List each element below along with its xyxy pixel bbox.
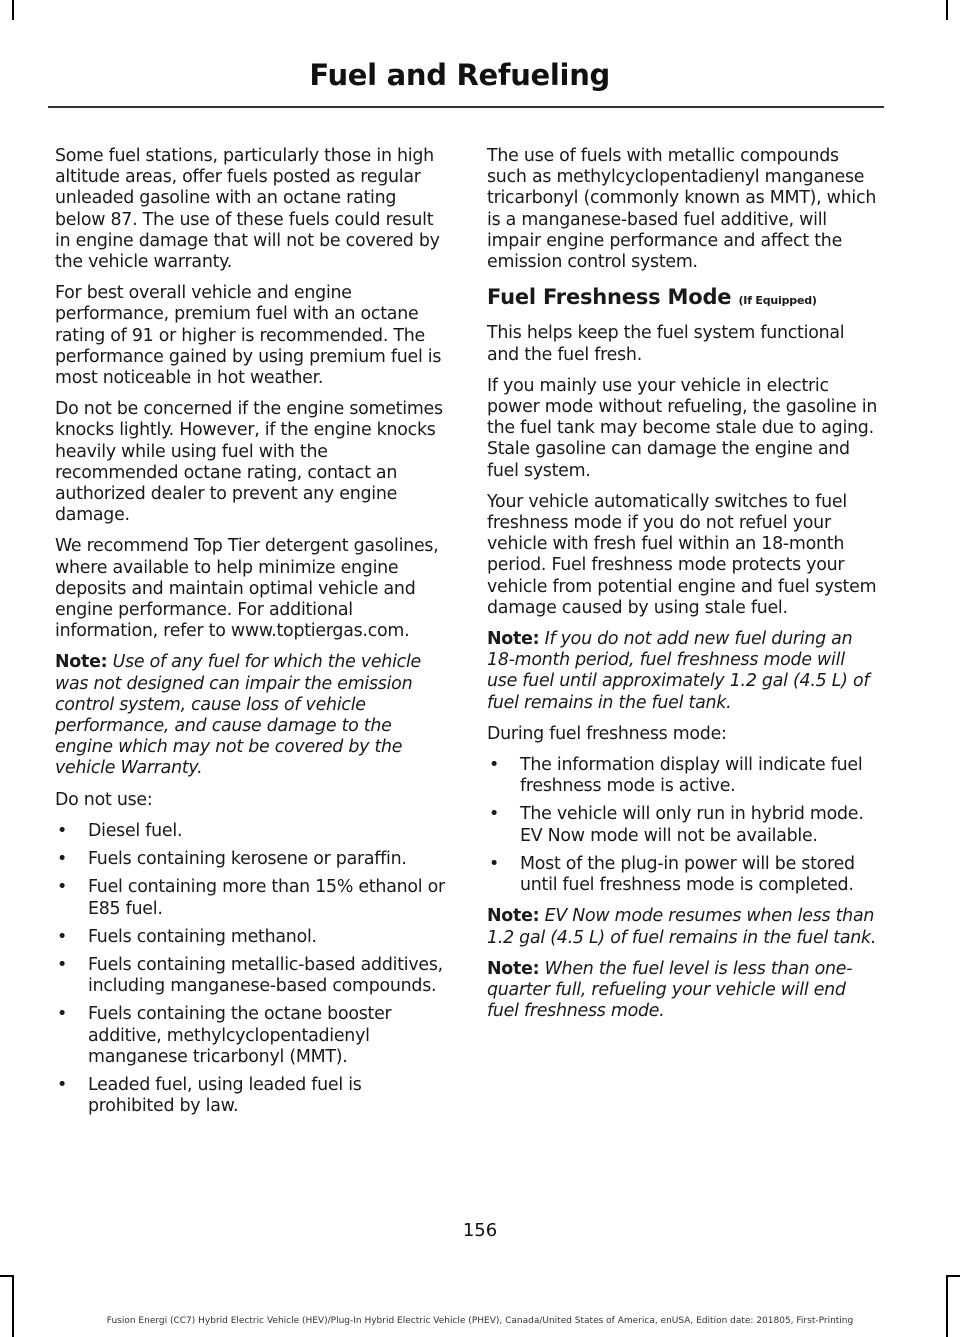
list-item-text: Leaded fuel, using leaded fuel is prohibited by law. (88, 1074, 362, 1117)
bullet-icon: • (57, 849, 68, 870)
list-item (487, 755, 879, 797)
list-item-text: Fuels containing kerosene or paraffin. (88, 849, 407, 870)
note-text: Use of any fuel for which the vehicle was not designed can impair the emission control system, cause loss of vehicle performance, and cause damage to the engine which may not be covered by the vehicle Warranty. (55, 652, 422, 779)
left-column (55, 146, 447, 1127)
header-divider (48, 106, 884, 108)
note-label: Note: (487, 958, 540, 979)
note-text: EV Now mode resumes when less than 1.2 gal (4.5 L) of fuel remains in the fuel tank. (487, 906, 877, 948)
list-item-text: Fuels containing metallic-based additives, including manganese-based compounds. (88, 954, 443, 997)
note-label: Note: (487, 906, 540, 927)
list-item (487, 804, 879, 846)
bullet-icon: • (57, 954, 68, 975)
list-item (55, 1075, 447, 1117)
list-item (55, 927, 447, 948)
note (487, 906, 879, 948)
note (487, 959, 879, 1023)
crop-mark-bottom-left-horizontal (0, 1275, 14, 1277)
body-paragraph: The use of fuels with metallic compounds such as methylcyclopentadienyl manganese tricarbonyl (commonly known as MMT), which is a manganese-based fuel additive, will impair engine performance and affect the emission control system. (487, 146, 877, 273)
list-item-text: Diesel fuel. (88, 820, 183, 841)
list-item (55, 849, 447, 870)
body-paragraph: For best overall vehicle and engine performance, premium fuel with an octane rating of 91 or higher is recommended. The performance gained by using premium fuel is most noticeable in hot weather. (55, 283, 442, 389)
list-item-text: The information display will indicate fuel freshness mode is active. (520, 755, 863, 797)
right-column (487, 146, 879, 1032)
crop-mark-top-right (946, 0, 948, 20)
list-item-text: The vehicle will only run in hybrid mode. EV Now mode will not be available. (520, 804, 864, 846)
do-not-use-list (55, 821, 447, 1117)
note (487, 629, 879, 714)
bullet-icon: • (489, 804, 500, 825)
crop-mark-bottom-right-horizontal (946, 1275, 960, 1277)
page-number: 156 (462, 1220, 498, 1241)
footer-text: Fusion Energi (CC7) Hybrid Electric Vehicle (HEV)/Plug-In Hybrid Electric Vehicle (PHEV), Canada/United States of America, enUSA, Edition date: 201805, First-Printing (106, 1316, 854, 1326)
list-item-text: Most of the plug-in power will be stored until fuel freshness mode is completed. (520, 853, 855, 896)
bullet-icon: • (57, 1004, 68, 1025)
list-intro: Do not use: (55, 789, 153, 810)
crop-mark-bottom-left (12, 1277, 14, 1337)
bullet-icon: • (57, 820, 68, 841)
body-paragraph: If you mainly use your vehicle in electric power mode without refueling, the gasoline in the fuel tank may become stale due to aging. Stale gasoline can damage the engine and fuel system. (487, 375, 878, 481)
note-text: When the fuel level is less than one-quarter full, refueling your vehicle will end fuel freshness mode. (487, 958, 853, 1022)
section-heading-text: Fuel Freshness Mode (487, 285, 732, 310)
body-paragraph: We recommend Top Tier detergent gasolines, where available to help minimize engine deposits and maintain optimal vehicle and engine performance. For additional information, refer to www.toptiergas.com. (55, 536, 439, 642)
list-item (55, 821, 447, 842)
note-text: If you do not add new fuel during an 18-month period, fuel freshness mode will use fuel until approximately 1.2 gal (4.5 L) of fuel remains in the fuel tank. (487, 629, 870, 713)
note-label: Note: (487, 629, 540, 650)
list-item (487, 854, 879, 896)
bullet-icon: • (57, 926, 68, 947)
section-qualifier: (If Equipped) (738, 294, 817, 308)
crop-mark-bottom-right (946, 1277, 948, 1337)
list-item (55, 877, 447, 919)
bullet-icon: • (489, 853, 500, 874)
section-heading (487, 287, 879, 311)
note (55, 652, 447, 779)
list-item (55, 1004, 447, 1068)
body-paragraph: This helps keep the fuel system functional and the fuel fresh. (487, 323, 845, 365)
body-paragraph: Do not be concerned if the engine sometimes knocks lightly. However, if the engine knocks heavily while using fuel with the recommended octane rating, contact an authorized dealer to prevent any engine damage. (55, 399, 443, 526)
list-item-text: Fuel containing more than 15% ethanol or E85 fuel. (88, 877, 445, 919)
page-title: Fuel and Refueling (309, 58, 610, 92)
note-label: Note: (55, 652, 108, 673)
list-item-text: Fuels containing methanol. (88, 926, 317, 947)
list-item (55, 955, 447, 997)
body-paragraph: Some fuel stations, particularly those in high altitude areas, offer fuels posted as regular unleaded gasoline with an octane rating below 87. The use of these fuels could result in engine damage that will not be covered by the vehicle warranty. (55, 146, 440, 273)
list-intro: During fuel freshness mode: (487, 723, 727, 744)
body-paragraph: Your vehicle automatically switches to fuel freshness mode if you do not refuel your vehicle with fresh fuel within an 18-month period. Fuel freshness mode protects your vehicle from potential engine and fuel system damage caused by using stale fuel. (487, 491, 877, 618)
bullet-icon: • (57, 1074, 68, 1095)
list-item-text: Fuels containing the octane booster additive, methylcyclopentadienyl manganese tricarbonyl (MMT). (88, 1004, 392, 1067)
fuel-freshness-list (487, 755, 879, 896)
bullet-icon: • (489, 755, 500, 776)
crop-mark-top-left (12, 0, 14, 20)
bullet-icon: • (57, 877, 68, 898)
